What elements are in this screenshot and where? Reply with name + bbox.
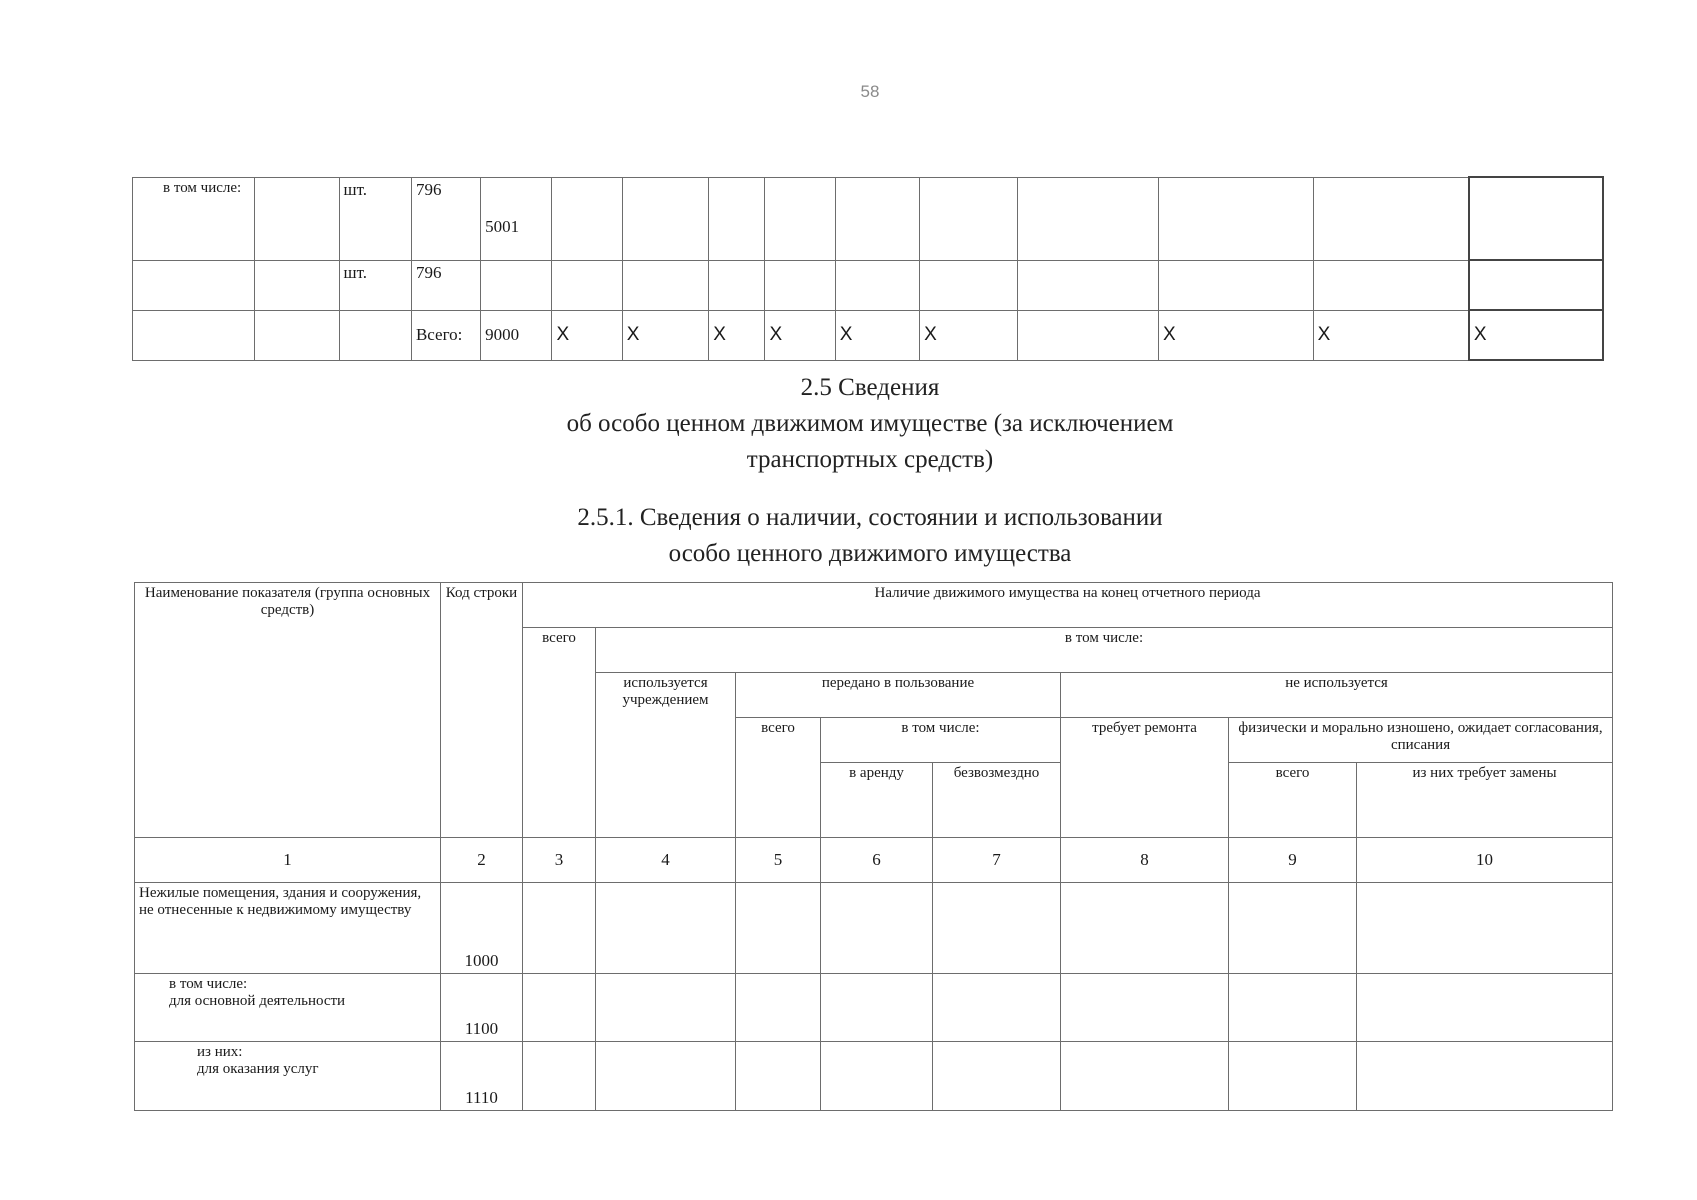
heading-line: 2.5 Сведения bbox=[800, 374, 940, 401]
top-continuation-table bbox=[132, 176, 1604, 361]
column-number: 9 bbox=[1229, 838, 1357, 883]
x-mark: X bbox=[1469, 310, 1603, 360]
x-mark: X bbox=[920, 310, 1018, 360]
movable-property-table bbox=[134, 582, 1613, 1111]
header-used: используется учреждением bbox=[596, 673, 736, 838]
header-worn: физически и морально изношено, ожидает согласования, списания bbox=[1229, 718, 1613, 763]
header-transferred-total: всего bbox=[736, 718, 821, 838]
row-name-cell bbox=[135, 1042, 441, 1111]
header-worn-replace: из них требует замены bbox=[1357, 763, 1613, 838]
total-row bbox=[133, 310, 1604, 360]
column-number: 10 bbox=[1357, 838, 1613, 883]
x-mark: X bbox=[1313, 310, 1469, 360]
heading-line: транспортных средств) bbox=[746, 446, 994, 473]
row-name: для оказания услуг bbox=[197, 1061, 319, 1077]
table-row bbox=[133, 260, 1604, 310]
heading-line: 2.5.1. Сведения о наличии, состоянии и использовании bbox=[577, 504, 1163, 531]
column-number: 5 bbox=[736, 838, 821, 883]
header-repair: требует ремонта bbox=[1061, 718, 1229, 838]
okei-cell: 796 bbox=[411, 177, 480, 260]
heading-line: об особо ценном движимом имуществе (за исключением bbox=[566, 410, 1174, 437]
column-number: 3 bbox=[523, 838, 596, 883]
row-code: 1110 bbox=[441, 1042, 523, 1111]
header-transferred-including: в том числе: bbox=[821, 718, 1061, 763]
row-prefix: в том числе: bbox=[169, 976, 248, 992]
column-number: 4 bbox=[596, 838, 736, 883]
column-number: 8 bbox=[1061, 838, 1229, 883]
unit-cell: шт. bbox=[339, 260, 411, 310]
heading-line: особо ценного движимого имущества bbox=[668, 540, 1072, 567]
x-mark: X bbox=[552, 310, 622, 360]
row-label: в том числе: bbox=[133, 177, 255, 260]
table-row bbox=[135, 883, 1613, 974]
column-number: 7 bbox=[933, 838, 1061, 883]
table-row bbox=[133, 177, 1604, 260]
header-worn-total: всего bbox=[1229, 763, 1357, 838]
total-label: Всего: bbox=[411, 310, 480, 360]
column-number: 2 bbox=[441, 838, 523, 883]
header-total: всего bbox=[523, 628, 596, 838]
header-free: безвозмездно bbox=[933, 763, 1061, 838]
row-prefix: из них: bbox=[197, 1044, 243, 1060]
row-name-cell bbox=[135, 974, 441, 1042]
x-mark: X bbox=[622, 310, 709, 360]
header-presence: Наличие движимого имущества на конец отчетного периода bbox=[523, 583, 1613, 628]
x-mark: X bbox=[1159, 310, 1314, 360]
section-heading-2-5-1 bbox=[0, 500, 1697, 572]
x-mark: X bbox=[765, 310, 835, 360]
section-heading-2-5 bbox=[0, 370, 1697, 478]
header-row bbox=[135, 583, 1613, 628]
header-name: Наименование показателя (группа основных средств) bbox=[135, 583, 441, 838]
x-mark: X bbox=[835, 310, 919, 360]
column-number-row bbox=[135, 838, 1613, 883]
page-number: 58 bbox=[860, 82, 880, 101]
column-number: 6 bbox=[821, 838, 933, 883]
unit-cell: шт. bbox=[339, 177, 411, 260]
table-row bbox=[135, 1042, 1613, 1111]
code-cell: 5001 bbox=[481, 177, 552, 260]
row-code: 1100 bbox=[441, 974, 523, 1042]
column-number: 1 bbox=[135, 838, 441, 883]
row-name: Нежилые помещения, здания и сооружения, не отнесенные к недвижимому имуществу bbox=[135, 883, 441, 974]
header-transferred: передано в пользование bbox=[736, 673, 1061, 718]
row-name: для основной деятельности bbox=[169, 993, 346, 1009]
code-cell: 9000 bbox=[481, 310, 552, 360]
header-rent: в аренду bbox=[821, 763, 933, 838]
table-row bbox=[135, 974, 1613, 1042]
header-code: Код строки bbox=[441, 583, 523, 838]
okei-cell: 796 bbox=[411, 260, 480, 310]
header-not-used: не используется bbox=[1061, 673, 1613, 718]
x-mark: X bbox=[709, 310, 765, 360]
header-including: в том числе: bbox=[596, 628, 1613, 673]
row-code: 1000 bbox=[441, 883, 523, 974]
